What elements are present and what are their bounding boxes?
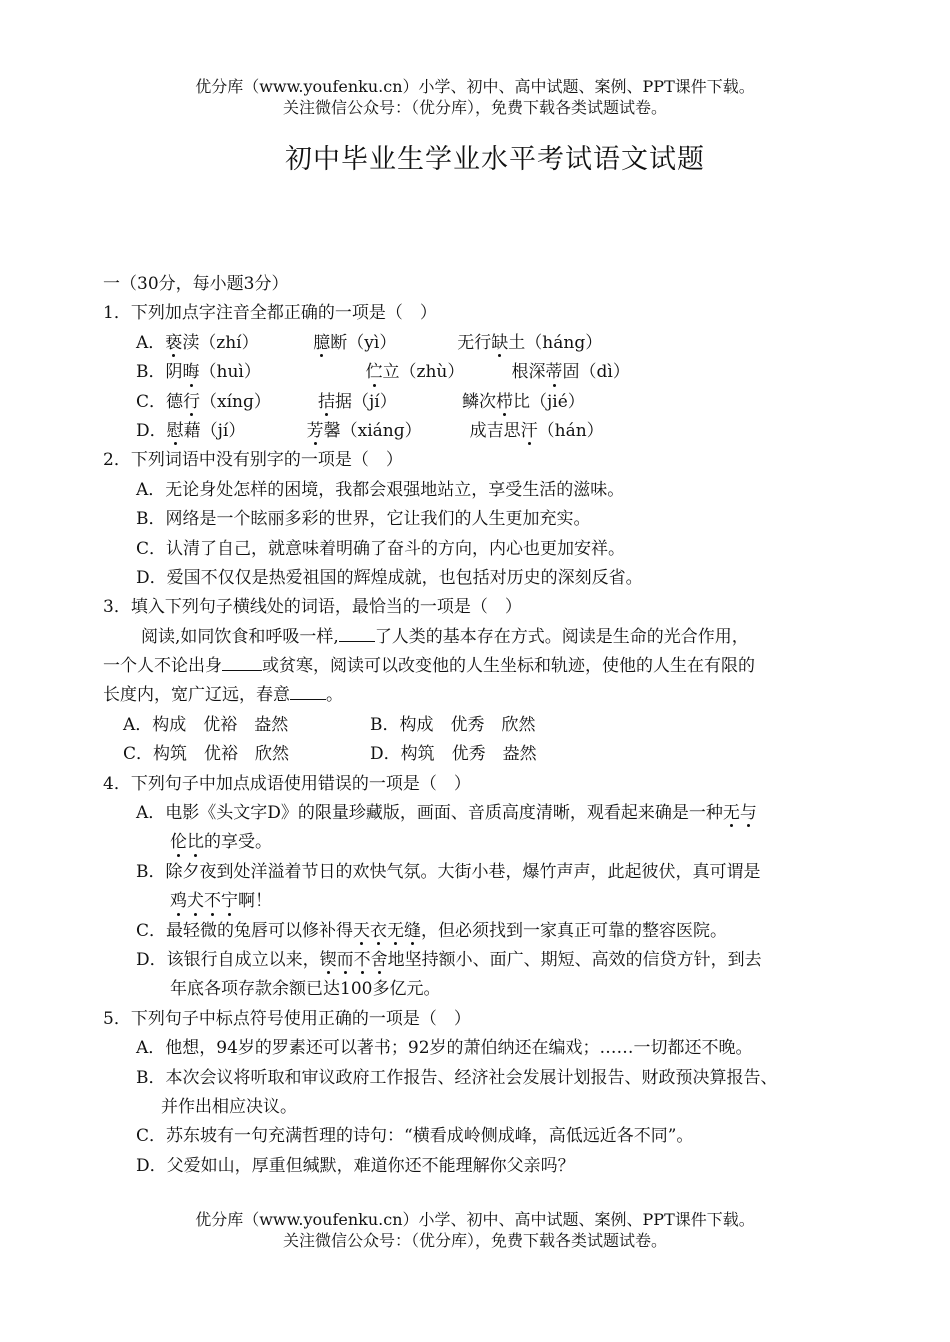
dotted-char: 不 bbox=[204, 887, 221, 916]
dotted-char: 芳 bbox=[307, 417, 324, 446]
question-3-options-ab bbox=[103, 711, 863, 740]
text-run: C．最轻微的兔唇可以修补得 bbox=[136, 920, 354, 941]
text-run: 的享受。 bbox=[204, 832, 272, 853]
question-5-stem: 5．下列句子中标点符号使用正确的一项是（ ） bbox=[103, 1008, 471, 1029]
question-1-option-b bbox=[103, 358, 863, 387]
document-title: 初中毕业生学业水平考试语文试题 bbox=[285, 144, 705, 175]
fill-blank-2 bbox=[222, 652, 262, 671]
dotted-idiom bbox=[723, 803, 757, 823]
question-2-stem: 2．下列词语中没有别字的一项是（ ） bbox=[103, 450, 403, 471]
question-2-option-b: B．网络是一个眩丽多彩的世界，它让我们的人生更加充实。 bbox=[136, 509, 591, 530]
item-3 bbox=[462, 388, 585, 417]
section-heading: 一（30分，每小题3分） bbox=[103, 274, 289, 294]
text-run: 土（háng） bbox=[508, 332, 603, 353]
text-run: ，但必须找到一家真正可靠的整容医院。 bbox=[421, 920, 728, 941]
item-3 bbox=[457, 329, 602, 358]
question-3-option-d: D．构筑 优秀 盎然 bbox=[370, 744, 537, 765]
question-3-stem: 3．填入下列句子横线处的词语，最恰当的一项是（ ） bbox=[103, 597, 522, 618]
option-label: D． bbox=[136, 420, 167, 441]
exam-content bbox=[103, 270, 863, 1181]
question-3-option-a: A．构成 优裕 盎然 bbox=[123, 714, 289, 735]
option-label: B． bbox=[136, 362, 166, 383]
text-run: 据（jí） bbox=[335, 391, 397, 412]
question-4-option-c bbox=[103, 917, 863, 946]
item-3 bbox=[512, 358, 630, 387]
question-4-option-b-line-2 bbox=[103, 887, 863, 916]
question-3-passage-line-1 bbox=[103, 623, 863, 652]
dotted-char: 宁 bbox=[221, 887, 238, 916]
text-run: 地坚持额小、面广、期短、高效的信贷方针，到去 bbox=[387, 949, 762, 970]
text-run: （hán） bbox=[537, 420, 604, 441]
question-3-options-cd bbox=[103, 740, 863, 769]
question-4-option-a-line-2 bbox=[103, 828, 863, 857]
text-run: D．该银行自成立以来， bbox=[136, 949, 320, 970]
item-1 bbox=[166, 388, 318, 417]
question-3-option-b: B．构成 优秀 欣然 bbox=[370, 714, 536, 735]
item-2 bbox=[313, 329, 457, 358]
dotted-char: 缺 bbox=[491, 329, 508, 358]
dotted-idiom bbox=[170, 832, 204, 852]
text-run: 固（dì） bbox=[562, 362, 630, 383]
question-1-option-a bbox=[103, 329, 863, 358]
dotted-char: 缝 bbox=[404, 917, 421, 946]
fill-blank-3 bbox=[290, 681, 326, 700]
dotted-char: 慰 bbox=[167, 417, 184, 446]
question-1-option-d bbox=[103, 417, 863, 446]
dotted-char: 臆 bbox=[313, 329, 330, 358]
text-run: 馨（xiánɡ） bbox=[323, 420, 422, 441]
header-line-2: 关注微信公众号：（优分库），免费下载各类试题试卷。 bbox=[282, 98, 667, 117]
page-footer bbox=[0, 1209, 950, 1251]
text-run: 断（yì） bbox=[330, 332, 397, 353]
text-run: 无行 bbox=[457, 332, 492, 353]
footer-line-1: 优分库（www.youfenku.cn）小学、初中、高中试题、案例、PPT课件下载。 bbox=[195, 1210, 755, 1229]
dotted-char: 而 bbox=[337, 946, 354, 975]
dotted-idiom bbox=[320, 950, 388, 970]
question-2-option-d: D．爱国不仅仅是热爱祖国的辉煌成就，也包括对历史的深刻反省。 bbox=[136, 567, 643, 588]
text-run: 比（jié） bbox=[513, 391, 585, 412]
question-1-stem: 1．下列加点字注音全都正确的一项是（ ） bbox=[103, 303, 437, 324]
question-5-option-d: D．父爱如山，厚重但缄默，难道你还不能理解你父亲吗？ bbox=[136, 1155, 575, 1176]
text-run: 阅读,如同饮食和呼吸一样, bbox=[141, 626, 339, 647]
question-5-option-b-line-1: B．本次会议将听取和审议政府工作报告、经济社会发展计划报告、财政预决算报告、 bbox=[136, 1067, 778, 1088]
question-3-option-c: C．构筑 优裕 欣然 bbox=[123, 744, 290, 765]
dotted-char: 行 bbox=[183, 388, 200, 417]
question-5-option-b-line-2: 并作出相应决议。 bbox=[161, 1096, 297, 1117]
question-4-option-d-line-2: 年底各项存款余额已达100多亿元。 bbox=[170, 979, 441, 1000]
dotted-char: 伫 bbox=[366, 358, 383, 387]
dotted-idiom bbox=[170, 891, 238, 911]
dotted-char: 拮 bbox=[318, 388, 335, 417]
text-run: 了人类的基本存在方式。阅读是生命的光合作用， bbox=[374, 626, 749, 647]
text-run bbox=[723, 803, 757, 823]
item-1 bbox=[166, 358, 366, 387]
text-run: 立（zhù） bbox=[382, 362, 465, 383]
dotted-char: 与 bbox=[740, 799, 757, 828]
option-label: C． bbox=[136, 391, 167, 412]
text-run: 鳞次 bbox=[462, 391, 497, 412]
question-5-option-c: C．苏东坡有一句充满哲理的诗句：“横看成岭侧成峰，高低远近各不同”。 bbox=[136, 1126, 694, 1147]
dotted-char: 无 bbox=[387, 917, 404, 946]
header-line-1: 优分库（www.youfenku.cn）小学、初中、高中试题、案例、PPT课件下载。 bbox=[195, 77, 755, 96]
option-label: A． bbox=[136, 332, 166, 353]
dotted-char: 晦 bbox=[183, 358, 200, 387]
text-run: A．电影《头文字D》的限量珍藏版，画面、音质高度清晰，观看起来确是一种 bbox=[136, 803, 723, 824]
page-header bbox=[0, 76, 950, 118]
dotted-char: 天 bbox=[353, 917, 370, 946]
fill-blank-1 bbox=[339, 623, 375, 642]
item-1 bbox=[167, 417, 307, 446]
text-run: 成吉思 bbox=[469, 420, 521, 441]
dotted-char: 无 bbox=[723, 799, 740, 828]
dotted-idiom bbox=[353, 921, 421, 941]
item-3 bbox=[470, 417, 604, 446]
text-run: （huì） bbox=[199, 362, 261, 383]
text-run: 或贫寒，阅读可以改变他的人生坐标和轨迹，使他的人生在有限的 bbox=[262, 656, 755, 677]
question-2-option-a: A．无论身处怎样的困境，我都会艰强地站立，享受生活的滋味。 bbox=[136, 479, 625, 500]
dotted-char: 蒂 bbox=[546, 358, 563, 387]
item-2 bbox=[318, 388, 462, 417]
question-5-option-a: A．他想，94岁的罗素还可以著书；92岁的萧伯纳还在编戏；……一切都还不晚。 bbox=[136, 1038, 753, 1059]
dotted-char: 亵 bbox=[165, 329, 182, 358]
question-1-option-c bbox=[103, 388, 863, 417]
text-run: 阴 bbox=[165, 362, 183, 383]
text-run: 渎（zhí） bbox=[182, 332, 259, 353]
question-3-passage-line-3 bbox=[103, 681, 863, 710]
question-2-option-c: C．认清了自己，就意味着明确了奋斗的方向，内心也更加安祥。 bbox=[136, 538, 626, 559]
text-run: 藉（jí） bbox=[183, 420, 246, 441]
question-4-option-b-line-1: B．除夕夜到处洋溢着节日的欢快气氛。大街小巷，爆竹声声，此起彼伏，真可谓是 bbox=[136, 861, 761, 882]
question-4-option-d-line-1 bbox=[103, 946, 863, 975]
dotted-char: 汗 bbox=[521, 417, 538, 446]
dotted-char: 不 bbox=[354, 946, 371, 975]
dotted-char: 比 bbox=[187, 828, 204, 857]
item-1 bbox=[165, 329, 313, 358]
item-2 bbox=[366, 358, 512, 387]
text-run: 长度内，宽广辽远，春意 bbox=[103, 685, 290, 706]
item-2 bbox=[307, 417, 470, 446]
dotted-char: 犬 bbox=[187, 887, 204, 916]
dotted-char: 舍 bbox=[371, 946, 388, 975]
dotted-char: 栉 bbox=[496, 388, 513, 417]
text-run: 根深 bbox=[511, 362, 546, 383]
dotted-char: 衣 bbox=[370, 917, 387, 946]
text-run: 德 bbox=[166, 391, 184, 412]
question-4-option-a-line-1 bbox=[103, 799, 863, 828]
dotted-char: 伦 bbox=[170, 828, 187, 857]
text-run: 一个人不论出身 bbox=[103, 656, 222, 677]
text-run: （xínɡ） bbox=[200, 391, 271, 412]
question-4-stem: 4．下列句子中加点成语使用错误的一项是（ ） bbox=[103, 773, 471, 794]
dotted-char: 鸡 bbox=[170, 887, 187, 916]
text-run: 。 bbox=[326, 685, 343, 706]
footer-line-2: 关注微信公众号：（优分库），免费下载各类试题试卷。 bbox=[282, 1231, 667, 1250]
question-3-passage-line-2 bbox=[103, 652, 863, 681]
dotted-char: 锲 bbox=[320, 946, 337, 975]
text-run: 啊！ bbox=[238, 891, 272, 912]
